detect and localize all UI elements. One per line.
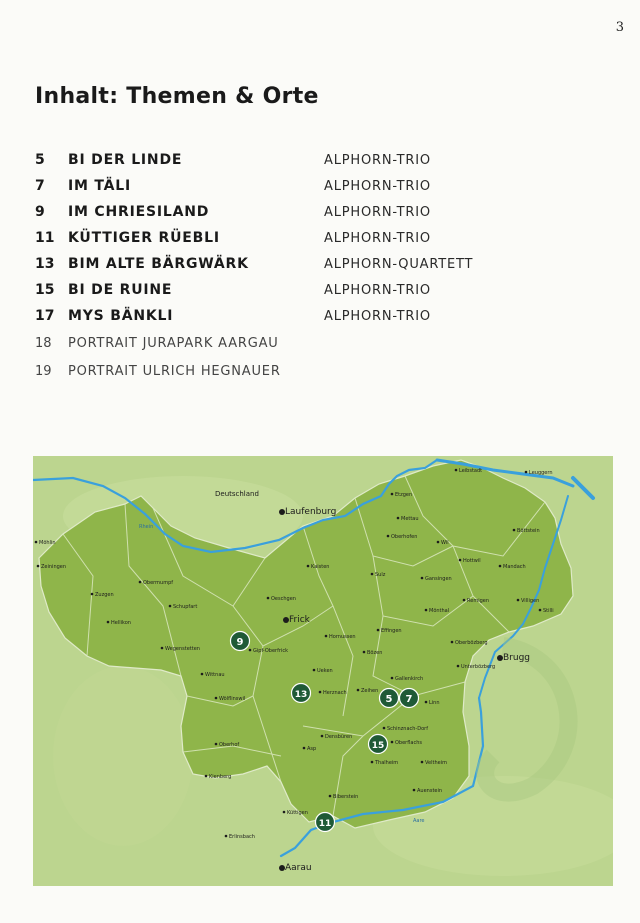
label-gipf: Gipf-Oberfrick	[253, 648, 288, 654]
town-dot	[371, 761, 374, 764]
marker-label: 11	[318, 819, 332, 829]
label-schinznach: Schinznach-Dorf	[387, 726, 428, 732]
town-dot	[421, 577, 424, 580]
town-dot	[161, 647, 164, 650]
toc-entry	[35, 173, 485, 199]
town-dot	[169, 605, 172, 608]
town-dot	[215, 743, 218, 746]
toc-page-number: 7	[35, 178, 45, 194]
label-wolflinswil: Wölflinswil	[219, 696, 246, 702]
town-dot	[397, 517, 400, 520]
label-densburen: Densbüren	[325, 734, 353, 740]
town-dot	[37, 565, 40, 568]
toc-ensemble: ALPHORN-TRIO	[324, 204, 431, 220]
label-veltheim: Veltheim	[425, 760, 447, 766]
town-dot	[215, 697, 218, 700]
label-schupfart: Schupfart	[173, 604, 198, 610]
toc-page-number: 19	[35, 363, 52, 379]
label-oberbozberg: Oberbözberg	[455, 640, 488, 646]
label-frick: Frick	[289, 615, 310, 625]
label-aarau: Aarau	[285, 863, 312, 873]
label-wil: Wil	[441, 540, 449, 546]
marker-label: 5	[385, 694, 393, 705]
toc-page-number: 5	[35, 152, 45, 168]
town-dot	[517, 599, 520, 602]
region-map	[33, 456, 613, 886]
label-wegenstetten: Wegenstetten	[165, 646, 200, 652]
toc-ensemble: ALPHORN-QUARTETT	[324, 256, 474, 272]
town-dot	[205, 775, 208, 778]
page-number: 3	[615, 20, 624, 35]
town-dot	[413, 789, 416, 792]
label-zuzgen: Zuzgen	[95, 592, 114, 598]
toc-topic: IM TÄLI	[68, 178, 132, 194]
town-dot	[35, 541, 38, 544]
toc-ensemble: ALPHORN-TRIO	[324, 152, 431, 168]
toc-page-number: 18	[35, 335, 52, 351]
toc-topic: BIM ALTE BÄRGWÄRK	[68, 256, 249, 272]
toc-topic: MYS BÄNKLI	[68, 308, 174, 324]
town-dot	[455, 469, 458, 472]
marker-7	[400, 689, 419, 708]
terrain-shade	[53, 666, 193, 846]
table-of-contents	[35, 147, 485, 385]
label-kuttigen: Küttigen	[287, 810, 308, 816]
town-dot	[377, 629, 380, 632]
label-hellikon: Hellikon	[111, 620, 131, 626]
marker-5	[380, 689, 399, 708]
toc-ensemble: ALPHORN-TRIO	[324, 230, 431, 246]
town-dot	[321, 735, 324, 738]
label-herznach: Herznach	[323, 690, 347, 696]
label-mettau: Mettau	[401, 516, 419, 522]
page-title: Inhalt: Themen & Orte	[35, 84, 319, 109]
toc-topic: PORTRAIT ULRICH HEGNAUER	[68, 363, 281, 379]
town-dot	[525, 471, 528, 474]
town-dot	[391, 493, 394, 496]
town-dot	[249, 649, 252, 652]
toc-ensemble: ALPHORN-TRIO	[324, 282, 431, 298]
marker-15	[369, 735, 388, 754]
marker-label: 13	[294, 690, 308, 700]
town-dot	[425, 701, 428, 704]
label-oberhofen: Oberhofen	[391, 534, 418, 540]
town-dot	[425, 609, 428, 612]
town-dot	[313, 669, 316, 672]
label-brugg: Brugg	[503, 653, 531, 663]
town-dot	[387, 535, 390, 538]
label-laufenburg: Laufenburg	[285, 507, 337, 517]
toc-entry	[35, 277, 485, 303]
town-dot	[91, 593, 94, 596]
marker-label: 7	[405, 694, 413, 705]
toc-page-number: 9	[35, 204, 45, 220]
label-oeschgen: Oeschgen	[271, 596, 296, 602]
toc-entry	[35, 225, 485, 251]
label-obermumpf: Obermumpf	[143, 580, 173, 586]
label-thalheim: Thalheim	[375, 760, 399, 766]
label-mohlin: Möhlin	[39, 540, 56, 546]
town-dot	[383, 727, 386, 730]
town-dot	[303, 747, 306, 750]
label-leibstadt: Leibstadt	[459, 468, 483, 474]
toc-topic: BI DER LINDE	[68, 152, 183, 168]
toc-topic: PORTRAIT JURAPARK AARGAU	[68, 335, 279, 351]
town-dot	[307, 565, 310, 568]
label-linn: Linn	[429, 700, 440, 706]
label-wittnau: Wittnau	[205, 672, 225, 678]
label-erlinsbach: Erlinsbach	[229, 834, 255, 840]
toc-entry	[35, 147, 485, 173]
town-dot	[201, 673, 204, 676]
label-hottwil: Hottwil	[463, 558, 481, 564]
town-dot	[225, 835, 228, 838]
toc-ensemble: ALPHORN-TRIO	[324, 308, 431, 324]
toc-page-number: 17	[35, 308, 55, 324]
town-dot	[391, 677, 394, 680]
toc-entry	[35, 251, 485, 277]
town-dot	[499, 565, 502, 568]
town-dot	[539, 609, 542, 612]
marker-13	[292, 684, 311, 703]
label-stilli: Stilli	[543, 608, 554, 614]
label-hornussen: Hornussen	[329, 634, 356, 640]
town-dot	[459, 559, 462, 562]
toc-topic: KÜTTIGER RÜEBLI	[68, 230, 220, 246]
label-monthal: Mönthal	[429, 608, 450, 614]
label-villigen: Villigen	[521, 598, 540, 604]
label-gallenkirch: Gallenkirch	[395, 676, 424, 682]
label-gansingen: Gansingen	[425, 576, 452, 582]
toc-topic: IM CHRIESILAND	[68, 204, 210, 220]
toc-entry	[35, 199, 485, 225]
toc-portrait-entry	[35, 329, 485, 357]
marker-11	[316, 813, 335, 832]
town-dot	[139, 581, 142, 584]
label-rhein: Rhein	[139, 524, 154, 530]
label-zeiningen: Zeiningen	[41, 564, 67, 570]
town-dot	[421, 761, 424, 764]
town-dot	[325, 635, 328, 638]
toc-ensemble: ALPHORN-TRIO	[324, 178, 431, 194]
label-aare: Aare	[413, 818, 425, 824]
town-dot	[371, 573, 374, 576]
town-dot	[437, 541, 440, 544]
town-dot	[357, 689, 360, 692]
label-oberhof: Oberhof	[219, 742, 240, 748]
toc-topic: BI DE RUINE	[68, 282, 173, 298]
label-ueken: Ueken	[317, 668, 333, 674]
marker-label: 9	[236, 637, 244, 648]
town-dot	[457, 665, 460, 668]
label-mandach: Mandach	[503, 564, 526, 570]
town-dot	[363, 651, 366, 654]
town-dot	[107, 621, 110, 624]
town-dot	[319, 691, 322, 694]
town-dot	[451, 641, 454, 644]
town-dot	[463, 599, 466, 602]
label-effingen: Effingen	[381, 628, 402, 634]
marker-label: 15	[371, 741, 385, 751]
label-bozen: Bözen	[367, 650, 383, 656]
label-zeihen: Zeihen	[361, 688, 379, 694]
label-bottstein: Böttstein	[517, 528, 540, 534]
label-kaisten: Kaisten	[311, 564, 330, 570]
map-canvas	[33, 456, 613, 886]
toc-entry	[35, 303, 485, 329]
marker-9	[231, 632, 250, 651]
label-deutschland: Deutschland	[215, 490, 259, 498]
label-remigen: Remigen	[467, 598, 490, 604]
label-sulz: Sulz	[375, 572, 386, 578]
label-kienberg: Kienberg	[209, 774, 232, 780]
label-leuggern: Leuggern	[529, 470, 553, 476]
town-dot	[391, 741, 394, 744]
label-auenstein: Auenstein	[417, 788, 443, 794]
label-oberflachs: Oberflachs	[395, 740, 422, 746]
toc-page-number: 11	[35, 230, 55, 246]
label-asp: Asp	[307, 746, 317, 752]
town-dot	[267, 597, 270, 600]
town-dot	[513, 529, 516, 532]
label-unterbozberg: Unterbözberg	[461, 664, 496, 670]
town-dot	[283, 811, 286, 814]
town-dot	[329, 795, 332, 798]
toc-page-number: 15	[35, 282, 55, 298]
toc-page-number: 13	[35, 256, 55, 272]
toc-portrait-entry	[35, 357, 485, 385]
label-etzgen: Etzgen	[395, 492, 413, 498]
label-biberstein: Biberstein	[333, 794, 359, 800]
